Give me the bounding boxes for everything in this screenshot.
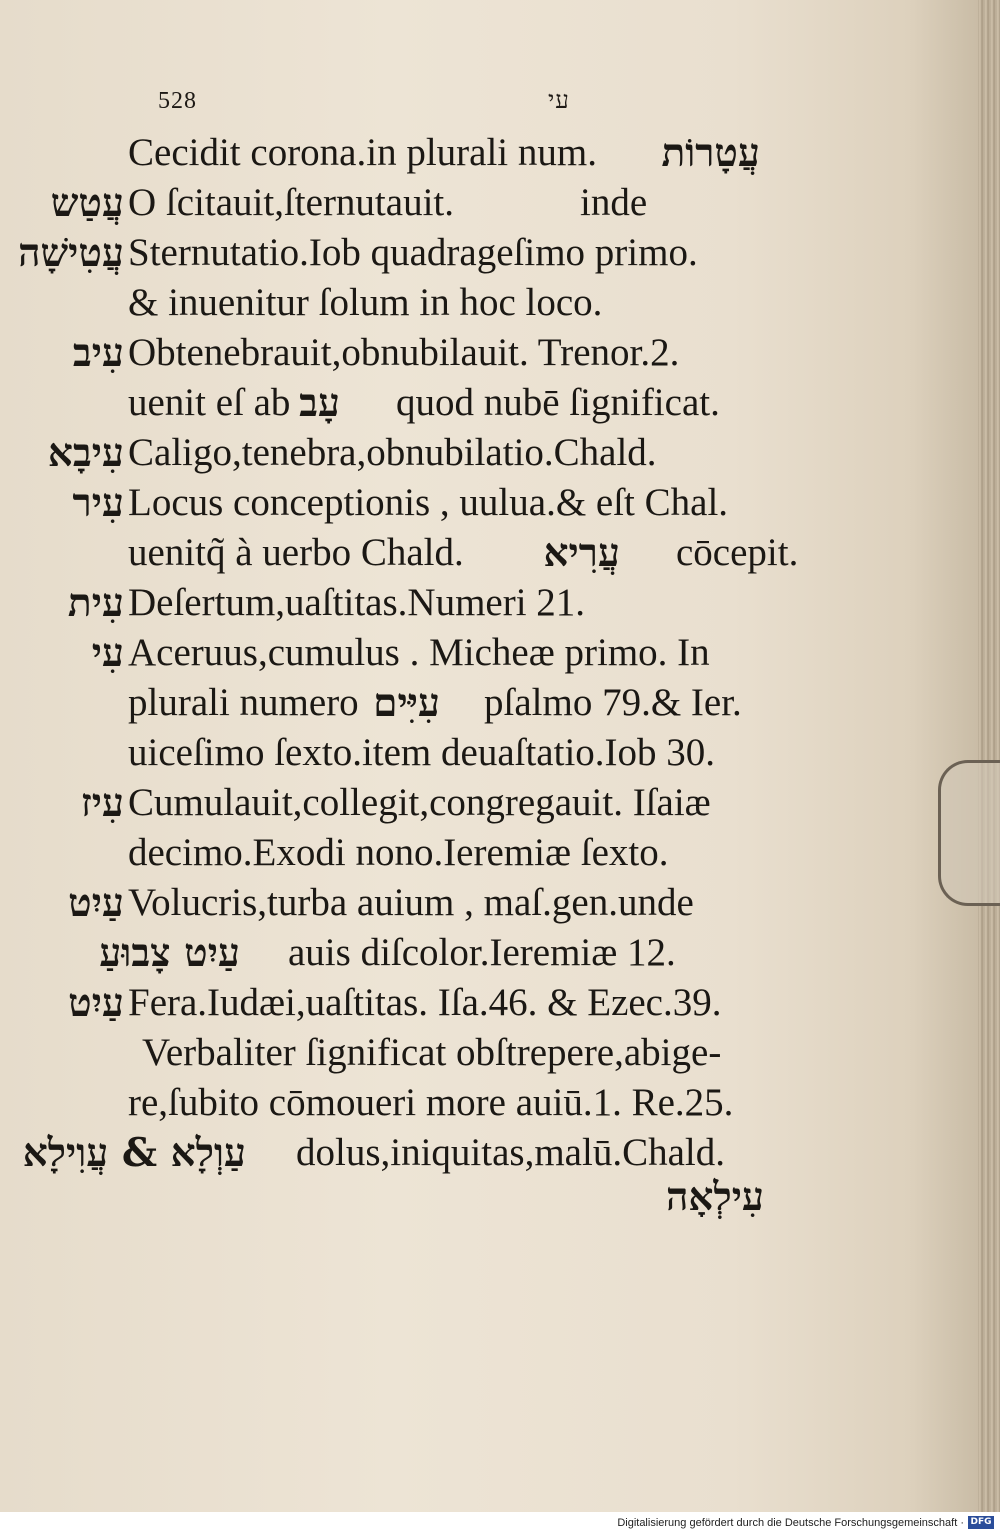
hebrew-phrase: עַיִט צָבוּעַ [99, 930, 240, 976]
latin-text: Aceruus,cumulus . Micheæ primo. In [128, 631, 710, 674]
text-line [0, 728, 960, 778]
text-line [0, 128, 960, 178]
latin-text: Cumulauit,collegit,congregauit. Iſaiæ [128, 781, 711, 824]
text-line [0, 628, 960, 678]
text-line [0, 1078, 960, 1128]
text-line [0, 828, 960, 878]
latin-text: pſalmo 79.& Ier. [484, 681, 742, 724]
text-line [0, 578, 960, 628]
footer-bar [0, 1512, 1000, 1534]
latin-text: cōcepit. [676, 531, 799, 574]
book-clip [938, 760, 1000, 906]
dfg-logo: DFG [968, 1516, 994, 1529]
latin-text: re,ſubito cōmoueri more auiū.1. Re.25. [128, 1081, 734, 1124]
latin-text: Sternutatio.Iob quadrageſimo primo. [128, 231, 698, 274]
latin-text: Deſertum,uaſtitas.Numeri 21. [128, 581, 586, 624]
hebrew-headword: עִית [67, 580, 124, 626]
text-line [0, 328, 960, 378]
text-line [0, 778, 960, 828]
text-line [0, 228, 960, 278]
latin-text: dolus,iniquitas,malū.Chald. [296, 1131, 725, 1174]
latin-text: & inuenitur ſolum in hoc loco. [128, 281, 603, 324]
latin-text: auis diſcolor.Ieremiæ 12. [288, 931, 676, 974]
hebrew-headword: עַוְלָא & עֲוִילָא [22, 1130, 246, 1176]
funding-notice: Digitalisierung gefördert durch die Deutsche Forschungsgemeinschaft · [617, 1517, 964, 1529]
hebrew-word: עֲרִיא [543, 530, 620, 576]
latin-text: Fera.Iudæi,uaſtitas. Iſa.46. & Ezec.39. [128, 981, 722, 1024]
latin-text: Verbaliter ſignificat obſtrepere,abige- [142, 1031, 722, 1074]
text-line [0, 1172, 960, 1222]
hebrew-word: עָב [299, 380, 340, 426]
latin-text: Caligo,tenebra,obnubilatio.Chald. [128, 431, 657, 474]
latin-text: decimo.Exodi nono.Ieremiæ ſexto. [128, 831, 669, 874]
hebrew-headword: עִיר [72, 480, 124, 526]
latin-text: Volucris,turba auium , maſ.gen.unde [128, 881, 694, 924]
latin-text: uenitq̃ à uerbo Chald. [128, 531, 464, 574]
latin-text: plurali numero [128, 681, 359, 724]
hebrew-word: עִיִּים [373, 680, 440, 726]
latin-text: quod nubē ſignificat. [396, 381, 720, 424]
hebrew-headword: עִיז [80, 780, 124, 826]
text-line [0, 528, 960, 578]
running-head: עי [548, 88, 570, 114]
page-edge [978, 0, 1000, 1512]
hebrew-headword: עֲטַש [50, 180, 124, 226]
latin-text: Obtenebrauit,obnubilauit. Trenor.2. [128, 331, 680, 374]
latin-text: uiceſimo ſexto.item deuaſtatio.Iob 30. [128, 731, 716, 774]
text-line [0, 428, 960, 478]
text-line [0, 678, 960, 728]
latin-text: uenit eſ ab [128, 381, 291, 424]
latin-text: inde [580, 181, 648, 224]
hebrew-headword: עַיִט [68, 980, 124, 1026]
latin-text: Locus conceptionis , uulua.& eſt Chal. [128, 481, 729, 524]
latin-text: O ſcitauit,ſternutauit. [128, 181, 454, 224]
text-line [0, 178, 960, 228]
text-line [0, 978, 960, 1028]
text-line [0, 378, 960, 428]
catchword: עִילְאָה [665, 1174, 764, 1220]
text-line [0, 1128, 960, 1178]
text-line [0, 1028, 960, 1078]
hebrew-headword: עֲטִישָׁה [18, 230, 124, 276]
latin-text: Cecidit corona.in plurali num. [128, 131, 597, 174]
text-line [0, 278, 960, 328]
hebrew-headword: עַיִט [68, 880, 124, 926]
hebrew-headword: עִיבָא [47, 430, 124, 476]
hebrew-headword: עִיב [72, 330, 124, 376]
page-number: 528 [158, 88, 197, 114]
hebrew-headword: עִי [91, 630, 124, 676]
text-line [0, 878, 960, 928]
hebrew-word: עֲטָרוֹת [661, 130, 760, 176]
text-line [0, 478, 960, 528]
text-line [0, 928, 960, 978]
